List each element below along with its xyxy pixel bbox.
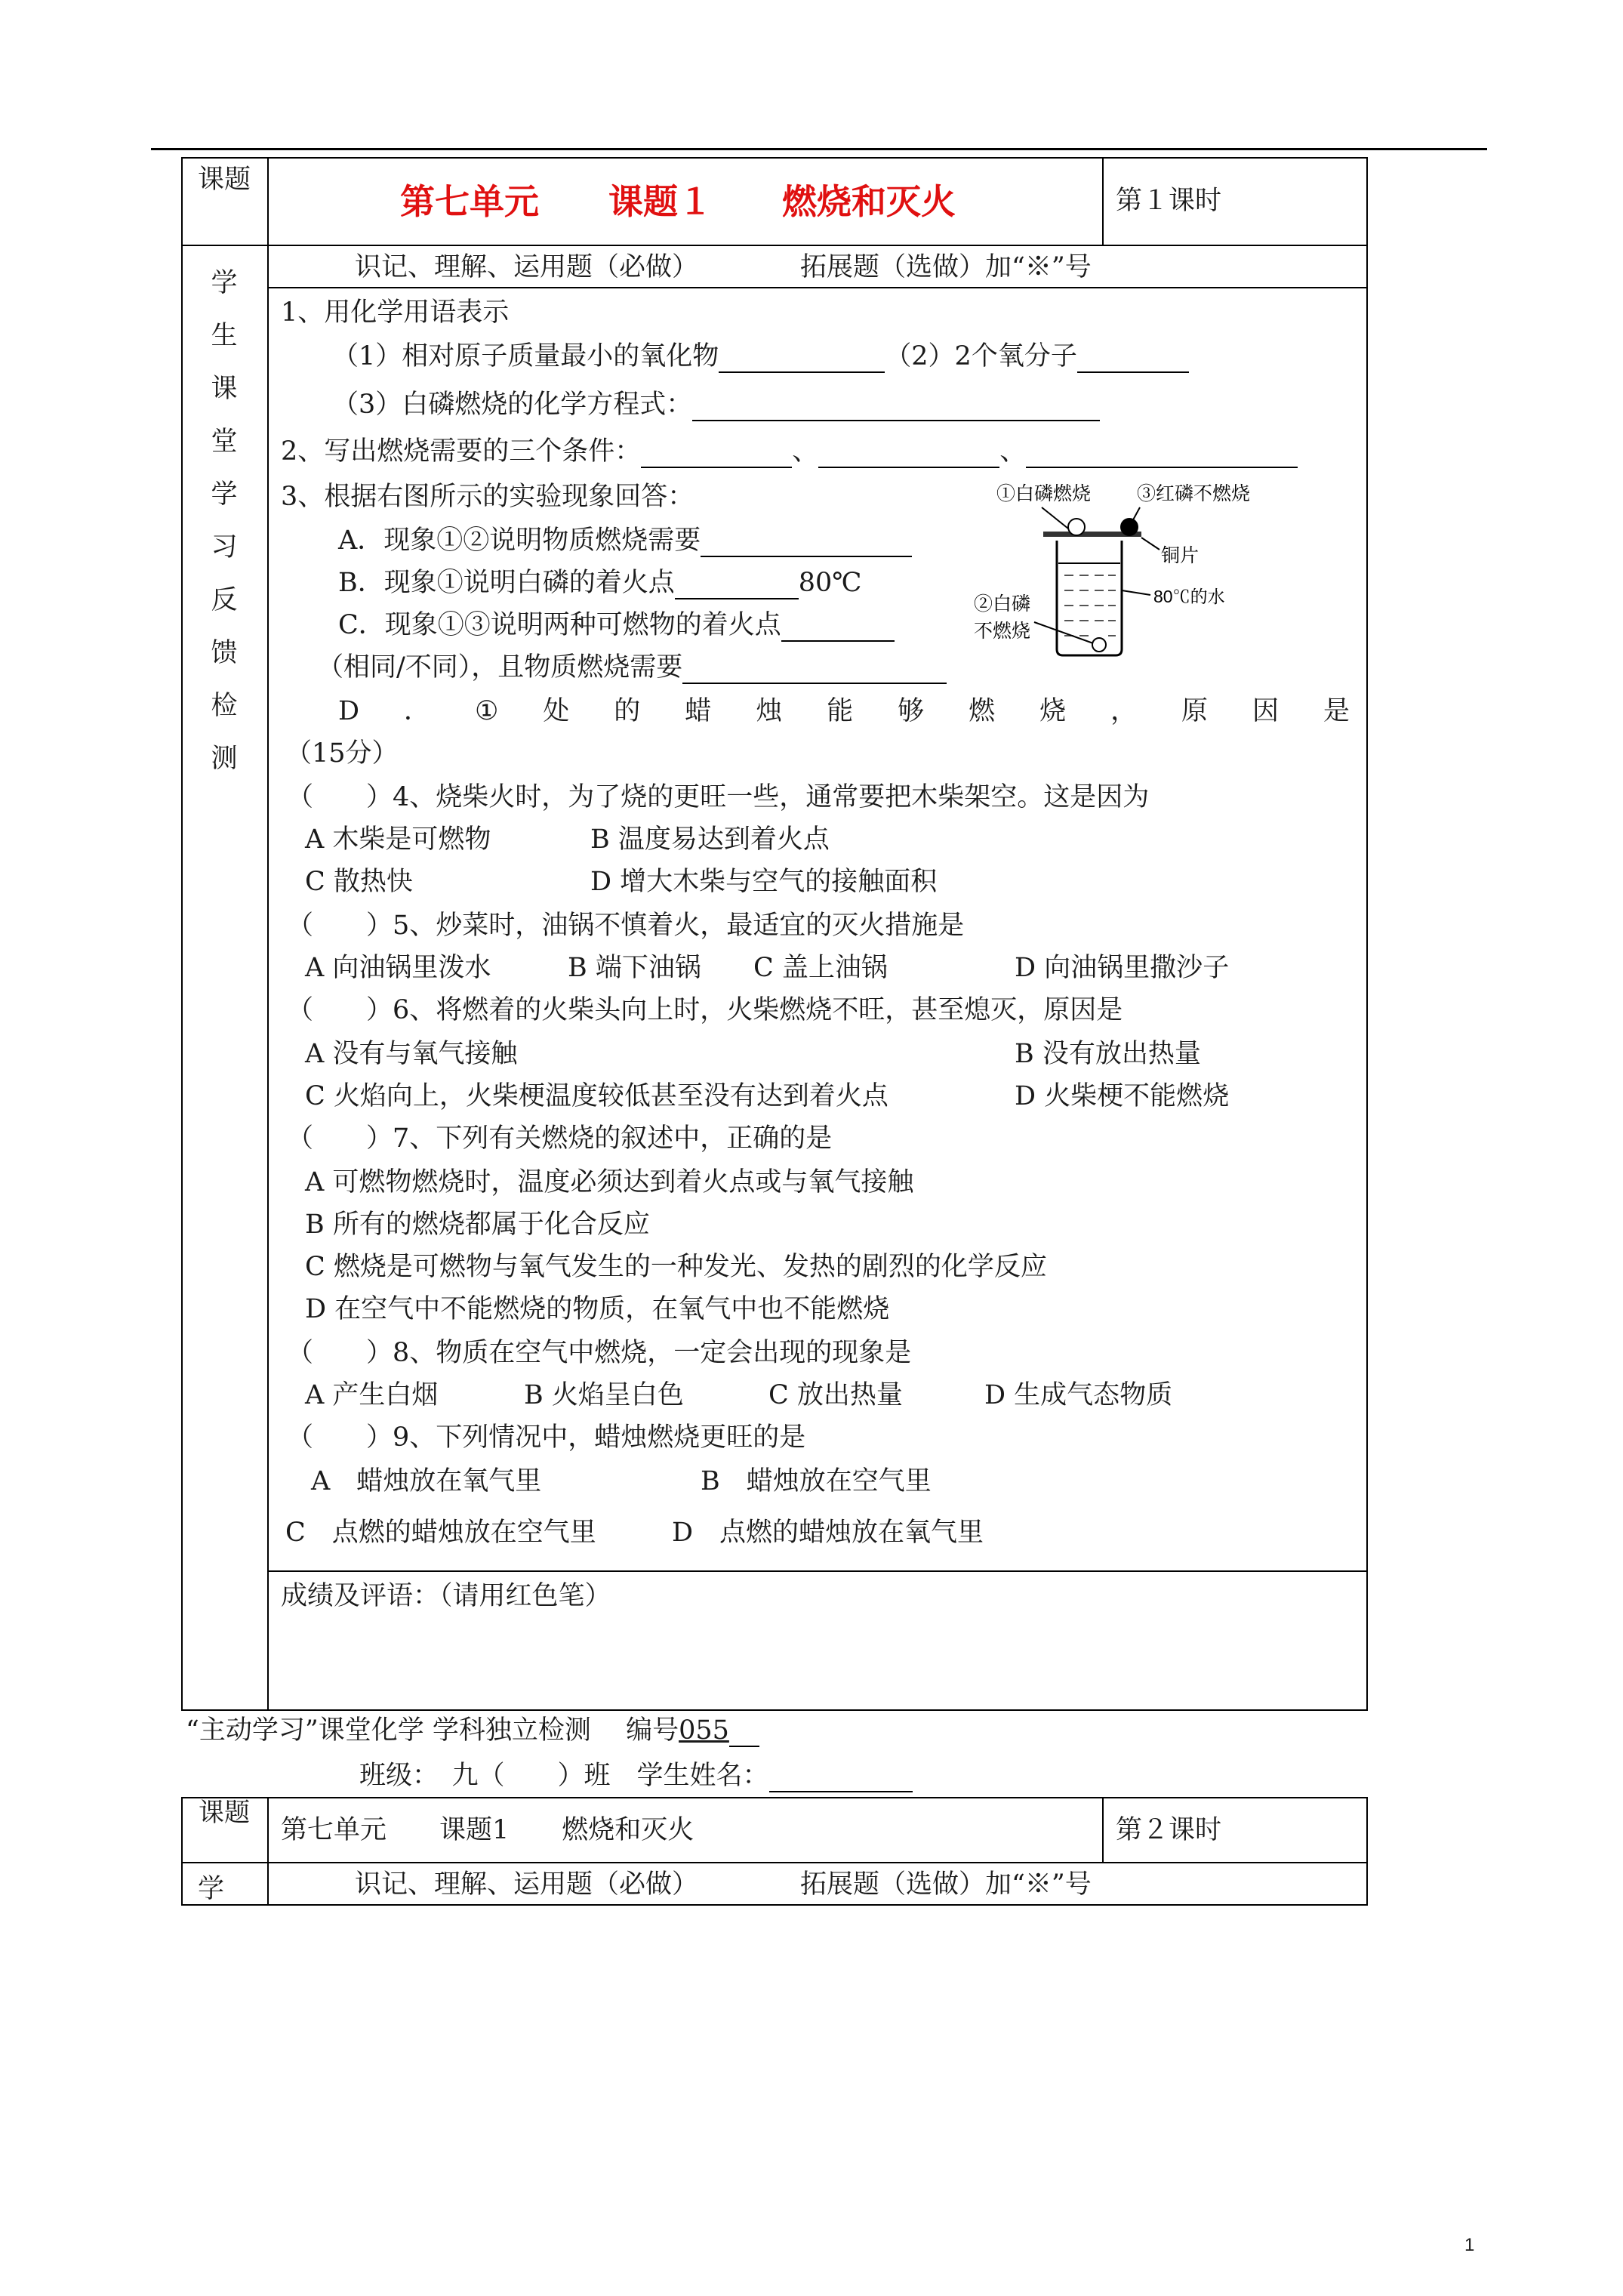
q3d-char: 蜡 <box>685 696 712 726</box>
question-7: （ ）7、下列有关燃烧的叙述中，正确的是 <box>287 1123 833 1154</box>
submerged-phosphorus-icon <box>1092 638 1106 652</box>
q4-option-b: B 温度易达到着火点 <box>590 824 830 855</box>
q3d-char: ， <box>1110 696 1138 726</box>
q3a-text: A．现象①②说明物质燃烧需要 <box>338 525 701 556</box>
table-border <box>181 1797 183 1906</box>
table2-instruction-required: 识记、理解、运用题（必做） <box>355 1869 699 1900</box>
question-3a <box>338 524 912 557</box>
table-border <box>1366 1797 1368 1906</box>
table-border <box>181 1904 1368 1906</box>
q3d-char: 烧 <box>1039 696 1067 726</box>
student-name-blank[interactable] <box>769 1765 913 1792</box>
q3b-text: B．现象①说明白磷的着火点 <box>338 568 675 598</box>
copper-label: 铜片 <box>1161 545 1200 566</box>
page-number: 1 <box>1464 2235 1475 2255</box>
pointer-line <box>1034 622 1093 643</box>
q5-option-d: D 向油锅里撒沙子 <box>1015 953 1230 983</box>
question-5: （ ）5、炒菜时，油锅不慎着火，最适宜的灭火措施是 <box>287 911 965 941</box>
footer-title <box>186 1714 759 1747</box>
q3d-char: 燃 <box>969 696 996 726</box>
side-label-char: 学 <box>211 479 238 510</box>
side-label-char: 学 <box>211 268 238 298</box>
q7-option-c: C 燃烧是可燃物与氧气发生的一种发光、发热的剧烈的化学反应 <box>305 1252 1047 1282</box>
table-border <box>267 1797 269 1906</box>
answer-blank[interactable] <box>818 441 999 468</box>
q1-3-text: （3）白磷燃烧的化学方程式： <box>332 390 693 420</box>
q8-option-b: B 火焰呈白色 <box>524 1380 684 1410</box>
q7-option-d: D 在空气中不能燃烧的物质，在氧气中也不能燃烧 <box>305 1294 890 1324</box>
question-1-1 <box>332 340 1189 373</box>
answer-blank[interactable] <box>692 394 1100 421</box>
table-border <box>1102 1797 1104 1863</box>
q8-option-c: C 放出热量 <box>768 1380 903 1410</box>
separator: 、 <box>999 436 1027 467</box>
table-border <box>181 157 1368 159</box>
table2-header-label <box>198 1794 251 1832</box>
q9-option-d: D 点燃的蜡烛放在氧气里 <box>672 1518 984 1548</box>
water-label: 80℃的水 <box>1153 587 1225 606</box>
q6-option-a: A 没有与氧气接触 <box>305 1039 518 1069</box>
side-label-char: 课 <box>211 374 238 404</box>
q3d-char: 的 <box>614 696 641 726</box>
pointer-line <box>1141 538 1160 550</box>
side-label-char: 堂 <box>211 427 238 457</box>
q4-option-a: A 木柴是可燃物 <box>305 824 491 855</box>
question-3: 3、根据右图所示的实验现象回答： <box>281 482 694 512</box>
table-border <box>181 1709 1368 1711</box>
side-label-char: 习 <box>211 532 238 562</box>
q3d-char: 处 <box>543 696 570 726</box>
table2-header-label-text: 课题 <box>199 1798 250 1828</box>
table-border <box>1102 157 1104 246</box>
answer-blank[interactable] <box>719 346 885 373</box>
water-dashes <box>1064 575 1116 636</box>
side-label-char: 反 <box>211 585 238 615</box>
q1-1-text: （1）相对原子质量最小的氧化物 <box>332 341 719 371</box>
table2-title: 第七单元 课题1 燃烧和灭火 <box>281 1815 694 1845</box>
question-1: 1、用化学用语表示 <box>281 297 510 328</box>
q9-option-c: C 点燃的蜡烛放在空气里 <box>285 1518 596 1548</box>
question-8: （ ）8、物质在空气中燃烧，一定会出现的现象是 <box>287 1338 912 1368</box>
score-label: （15分） <box>285 738 399 769</box>
q6-option-c: C 火焰向上，火柴梗温度较低甚至没有达到着火点 <box>305 1081 888 1111</box>
question-3b <box>338 566 861 599</box>
q9-option-b: B 蜡烛放在空气里 <box>701 1466 932 1496</box>
question-1-3 <box>332 388 1100 421</box>
q8-option-a: A 产生白烟 <box>305 1380 439 1410</box>
q5-option-b: B 端下油锅 <box>568 953 701 983</box>
q3d-char: 原 <box>1181 696 1209 726</box>
answer-blank[interactable] <box>1077 346 1189 373</box>
q3d-char: ． <box>404 696 431 726</box>
title-topic: 燃烧和灭火 <box>782 181 956 222</box>
table-border <box>181 1862 1368 1863</box>
experiment-figure <box>959 477 1276 666</box>
side-label-char: 测 <box>211 744 238 774</box>
question-3c <box>338 609 895 642</box>
question-2 <box>281 435 1298 468</box>
q7-option-b: B 所有的燃烧都属于化合反应 <box>305 1210 650 1240</box>
red-phosphorus-icon <box>1120 518 1138 536</box>
question-4: （ ）4、烧柴火时，为了烧的更旺一些，通常要把木柴架空。这是因为 <box>287 782 1150 812</box>
table-border <box>181 157 183 1711</box>
answer-blank[interactable] <box>701 530 912 557</box>
footer-title-text: “主动学习”课堂化学 学科独立检测 <box>186 1715 591 1746</box>
table-border <box>181 245 1368 246</box>
table-border <box>267 157 269 1711</box>
answer-blank[interactable] <box>682 657 947 684</box>
grade-comment-label: 成绩及评语：（请用红色笔） <box>281 1581 611 1611</box>
number-label: 编号 <box>626 1715 679 1746</box>
question-6: （ ）6、将燃着的火柴头向上时，火柴燃烧不旺，甚至熄灭，原因是 <box>287 995 1123 1025</box>
question-3c2 <box>317 651 947 684</box>
answer-blank[interactable] <box>641 441 792 468</box>
figure-label-1: ①白磷燃烧 <box>996 483 1092 504</box>
q3d-char: D <box>338 696 360 726</box>
header-label-text: 课题 <box>198 165 251 195</box>
table2-instruction-optional: 拓展题（选做）加“※”号 <box>800 1869 1092 1900</box>
title-lesson: 课题１ <box>608 181 713 222</box>
q1-2-text: （2）2个氧分子 <box>885 341 1077 371</box>
instruction-required: 识记、理解、运用题（必做） <box>355 252 699 282</box>
number-value: 055 <box>679 1715 729 1746</box>
table2-period: 第２课时 <box>1116 1815 1222 1845</box>
beaker-icon <box>1057 541 1122 655</box>
q3d-char: 因 <box>1252 696 1280 726</box>
side-label-char: 生 <box>211 321 238 351</box>
q3d-char: 够 <box>898 696 925 726</box>
table-border <box>267 1570 1368 1572</box>
page-title <box>400 180 956 223</box>
q6-option-d: D 火柴梗不能燃烧 <box>1015 1081 1230 1111</box>
separator: 、 <box>792 436 819 467</box>
number-underline <box>729 1720 759 1747</box>
q5-option-c: C 盖上油锅 <box>753 953 888 983</box>
q3d-char: 烛 <box>756 696 783 726</box>
pointer-line <box>1122 590 1150 595</box>
question-9: （ ）9、下列情况中，蜡烛燃烧更旺的是 <box>287 1422 806 1453</box>
side-label-char: 检 <box>211 691 238 721</box>
answer-blank[interactable] <box>1026 441 1298 468</box>
pointer-line <box>1042 507 1072 532</box>
instruction-optional: 拓展题（选做）加“※”号 <box>800 252 1092 282</box>
q3c2-text: （相同/不同），且物质燃烧需要 <box>317 652 683 683</box>
q2-text: 2、写出燃烧需要的三个条件： <box>281 436 642 467</box>
white-phosphorus-icon <box>1068 519 1085 535</box>
q3b-tail: 80℃ <box>798 568 862 598</box>
side-label-char: 馈 <box>211 638 238 668</box>
top-rule <box>151 148 1487 150</box>
title-unit: 第七单元 <box>400 181 539 222</box>
q5-option-a: A 向油锅里泼水 <box>305 953 491 983</box>
period-label: 第１课时 <box>1116 186 1222 216</box>
question-3d <box>338 695 1350 728</box>
table-border <box>1366 157 1368 1711</box>
class-line <box>359 1759 913 1792</box>
header-label <box>198 159 251 201</box>
figure-label-3: ③红磷不燃烧 <box>1137 483 1251 504</box>
class-line-text: 班级： 九（ ）班 学生姓名： <box>359 1761 769 1791</box>
q4-option-c: C 散热快 <box>305 867 413 897</box>
table2-side-label: 学 <box>198 1874 225 1904</box>
figure-label-2a: ②白磷 <box>974 593 1031 615</box>
q3d-char: 是 <box>1323 696 1350 726</box>
q4-option-d: D 增大木柴与空气的接触面积 <box>590 867 938 897</box>
table-border <box>267 287 1368 288</box>
side-label <box>198 257 251 785</box>
q8-option-d: D 生成气态物质 <box>984 1380 1173 1410</box>
q3d-char: 能 <box>827 696 854 726</box>
answer-blank[interactable] <box>781 615 895 642</box>
q7-option-a: A 可燃物燃烧时，温度必须达到着火点或与氧气接触 <box>305 1167 914 1197</box>
q3c-text: C．现象①③说明两种可燃物的着火点 <box>338 610 781 640</box>
q3d-char: ① <box>474 696 499 726</box>
figure-label-2b: 不燃烧 <box>974 621 1031 642</box>
q9-option-a: A 蜡烛放在氧气里 <box>311 1466 542 1496</box>
answer-blank[interactable] <box>675 572 799 599</box>
table-border <box>181 1797 1368 1798</box>
q6-option-b: B 没有放出热量 <box>1015 1039 1201 1069</box>
